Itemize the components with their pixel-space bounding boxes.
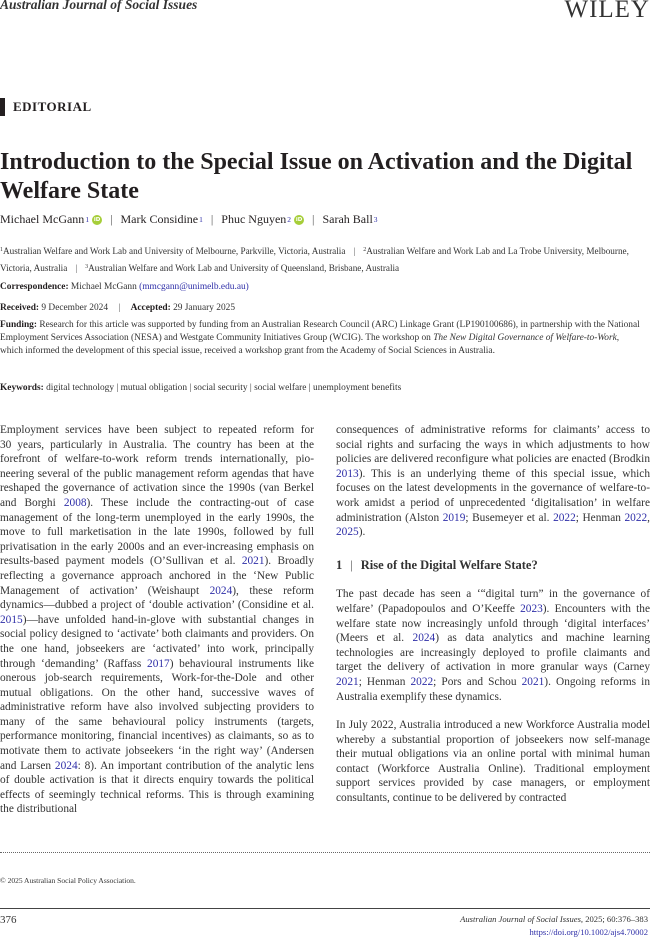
correspondence-email-link[interactable]: (mmcgann@unimelb.edu.au) [139,282,249,292]
keyword: mutual obligation [120,383,188,393]
body-text: )—have unfolded hand-in-glove with substantial changes in social policy designed to ‘activate’ both claimants and providers. On the one hand, jobseekers are ‘activated’ into work, principally through ‘demanding’ (Raffass [0,613,314,670]
journal-name: Australian Journal of Social Issues [0,0,198,12]
affiliation-text: Australian Welfare and Work Lab and La Trobe University, Melbourne, Victoria, Australia [0,246,629,273]
funding-text-2: , which informed the development of this special issue, received a workshop grant from the Academy of Social Sciences in Australia. [0,333,620,356]
author-affiliation-marker[interactable]: 2 [287,215,292,224]
affiliation-number: 1 [0,247,3,253]
citation-link[interactable]: 2008 [63,496,87,509]
footer-divider [0,908,650,909]
body-column-left [0,423,314,829]
citation-link[interactable]: 2021 [241,555,265,568]
funding-text-1: Research for this article was supported by funding from an Australian Research Council (ARC) Linkage Grant (LP190100686), in partnership with the National Employment Services Association (NESA) and Westgate Community Initiatives Group (WCIG). The workshop on [0,320,640,343]
author-affiliation-marker[interactable]: 1 [85,215,90,224]
body-text: : 8). An important contribution of the analytic lens of double activation is that it directs enquiry towards the political effects of seemingly technical reforms. This is through examining the distributional [0,759,315,816]
affiliation-separator: | [353,246,356,256]
received-date: 9 December 2024 [41,303,109,313]
correspondence-name: Michael McGann [70,282,137,292]
affiliation-text: Australian Welfare and Work Lab and University of Melbourne, Parkville, Victoria, Australia [3,246,346,256]
citation-link[interactable]: 2019 [442,511,466,524]
author-list [0,212,378,227]
body-text: ). [358,526,366,539]
body-text: ) as data analytics and machine learning technologies are increasingly deployed to profile claimants and target the delivery of activation in more granular ways (Carney [336,632,650,674]
citation-link[interactable]: 2021 [521,675,545,688]
keyword: unemployment benefits [313,383,402,393]
body-paragraph [336,423,650,540]
body-text: ). Encounters with the welfare state now increasingly unfold through ‘digital interfaces’ (Meers et al. [336,602,650,645]
keywords [0,381,640,395]
body-text: ). This is an underlying theme of this special issue, which focuses on the latest developments in the governance of welfare-to-work amidst a period of unprecedented ‘digitalisation’ in welfare administration (Alston [336,467,650,524]
keyword: social welfare [254,383,307,393]
author-affiliation-marker[interactable]: 1 [199,215,203,224]
body-text: , [647,511,650,524]
affiliation-number: 2 [363,247,367,253]
funding-workshop-title: The New Digital Governance of Welfare-to-Work [433,333,617,343]
keywords-label: Keywords: [0,383,44,393]
citation-link[interactable]: 2024 [412,632,436,645]
body-text: ). Broadly reflecting a governance approach anchored in the ‘New Public Management of activation’ (Weishaupt [0,555,314,597]
author-name[interactable]: Phuc Nguyen [221,212,287,226]
orcid-icon[interactable]: iD [295,216,303,223]
keyword-separator: | [247,383,255,393]
accepted-label: Accepted: [130,303,171,313]
article-dates [0,301,640,315]
citation-link[interactable]: 2015 [0,613,23,626]
author-separator: | [312,212,315,226]
body-text: ; Pors and Schou [433,675,522,688]
body-text: The past decade has seen a ‘“digital turn” in the governance of welfare’ (Papadopoulos and O’Keeffe [336,588,650,615]
accepted-date: 29 January 2025 [173,303,236,313]
body-text: ; Henman [575,511,625,524]
doi-link[interactable]: https://doi.org/10.1002/ajs4.70002 [529,927,648,937]
dates-separator: | [118,303,121,313]
citation-link[interactable]: 2024 [54,759,78,772]
funding-label: Funding: [0,320,37,330]
body-text: ), these reform dynamics—dubbed a project of ‘double activation’ (Considine et al. [0,584,314,612]
page-number: 376 [0,914,17,926]
author-name[interactable]: Sarah Ball [322,212,373,226]
journal-citation [460,914,648,924]
citation-link[interactable]: 2022 [410,675,434,688]
affiliation-text: Australian Welfare and Work Lab and University of Queensland, Brisbane, Australia [88,263,400,273]
section-heading [336,558,650,573]
body-paragraph [0,423,314,817]
citation-link[interactable]: 2023 [520,602,543,615]
article-type-text: EDITORIAL [13,99,92,114]
body-paragraph [336,587,650,704]
body-text: ; Henman [358,675,411,688]
body-text: ) behavioural instruments like onerous job-search requirements, Work-for-the-Dole and other mutual obligations. On the other hand, successive waves of administrative reform have also involved subjecting providers to many of the same behavioural policy instruments (targets, performance monitoring, financial incentives) as claimants, so as to motivate them to activate jobseekers ‘in the right way’ (Andersen and Larsen [0,657,314,772]
citation-link[interactable]: 2024 [209,584,233,597]
funding-statement [0,319,640,358]
affiliation-separator: | [75,263,78,273]
correspondence-label: Correspondence: [0,282,69,292]
section-separator: | [350,557,353,572]
author-name[interactable]: Mark Considine [120,212,199,226]
author-name[interactable]: Michael McGann [0,212,85,226]
orcid-icon[interactable]: iD [93,216,101,223]
article-type-label [0,98,92,116]
body-column-right [336,423,650,818]
body-text: ). Ongoing reforms in Australia exemplify these dynamics. [336,675,650,703]
body-text: In July 2022, Australia introduced a new Workforce Australia model whereby a substantial proportion of jobseekers now self-manage their mutual obligations via an online portal with minimal human contact (Workforce Australia Online). Traditional employment support services provided by case managers, or employment consultants, continue to be delivered by contracted [336,719,650,805]
body-paragraph [336,718,650,806]
citation-link[interactable]: 2013 [336,467,359,480]
keyword: digital technology [46,383,115,393]
footnote-divider [0,852,650,853]
keyword-separator: | [306,383,313,393]
section-title: Rise of the Digital Welfare State? [360,557,538,572]
citation-link[interactable]: 2017 [147,657,170,670]
affiliations [0,242,645,276]
citation-link[interactable]: 2022 [553,511,576,524]
article-type-bar [0,98,5,116]
body-text: Employment services have been subject to repeated reform for 30 years, particularly in Australia. The country has been at the forefront of welfare-to-work reform trends internationally, pioneering several of the public management reform agendas that have reshaped the governance of activation since the 1990s (van Berkel and Borghi [0,424,314,509]
author-affiliation-marker[interactable]: 3 [373,215,378,224]
keyword: social security [193,383,248,393]
body-text: consequences of administrative reforms for claimants’ access to social rights and surfacing the ways in which adjustments to how policies are delivered reconfigure what policies are enacted (Brodkin [336,424,650,466]
author-separator: | [110,212,113,226]
affiliation-number: 3 [85,264,89,270]
citation-journal: Australian Journal of Social Issues, [460,914,584,924]
keyword-separator: | [114,383,121,393]
citation-link[interactable]: 2022 [624,511,648,524]
keyword-separator: | [187,383,194,393]
body-text: ). These include the contracting-out of case management of the long-term unemployed in the early 1990s, the move to full marketisation in the late 1990s, followed by full privatisation in the early 2000s and an ever-increasing emphasis on results-based payment models (O’Sullivan et al. [0,496,314,568]
correspondence [0,280,640,294]
article-title: Introduction to the Special Issue on Activation and the Digital Welfare State [0,149,633,204]
section-number: 1 [336,557,343,572]
citation-link[interactable]: 2021 [336,675,359,688]
received-label: Received: [0,303,40,313]
publisher-logo: WILEY [564,0,650,23]
author-separator: | [210,212,214,226]
copyright-notice: © 2025 Australian Social Policy Association. [0,876,136,885]
body-text: ; Busemeyer et al. [465,511,554,524]
citation-link[interactable]: 2025 [336,526,359,539]
citation-details: 2025; 60:376–383 [583,914,648,924]
